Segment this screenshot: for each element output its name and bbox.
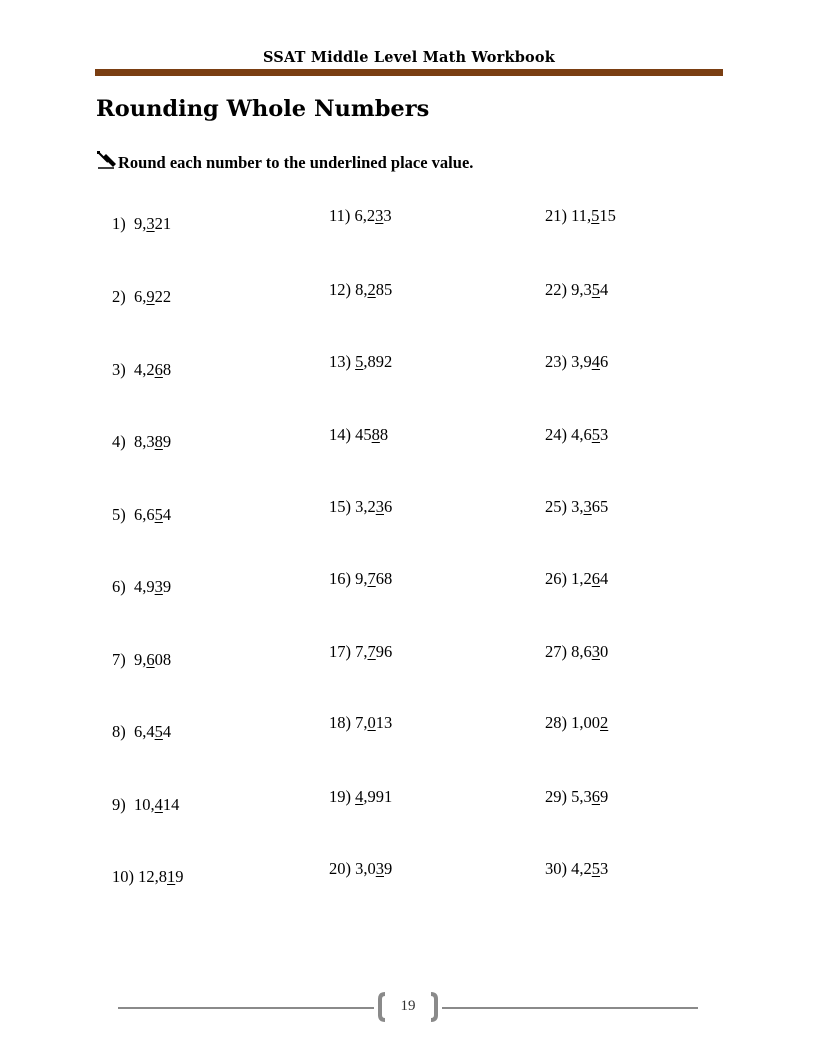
number-before-underline: 6,4 xyxy=(134,722,155,741)
problem-number: 24) xyxy=(545,425,572,444)
underlined-digit: 7 xyxy=(367,569,376,588)
number-before-underline: 8,3 xyxy=(134,432,155,451)
number-after-underline: 0 xyxy=(600,642,609,661)
problem-number: 2) xyxy=(112,287,134,306)
number-before-underline: 4,9 xyxy=(134,577,155,596)
problem-item xyxy=(545,713,608,733)
underlined-digit: 0 xyxy=(367,713,376,732)
problem-number: 16) xyxy=(329,569,356,588)
number-after-underline: 15 xyxy=(599,206,616,225)
problem-item xyxy=(545,425,608,445)
number-before-underline: 9, xyxy=(134,214,147,233)
problem-number: 29) xyxy=(545,787,572,806)
number-after-underline: 3 xyxy=(383,206,392,225)
instruction-text: Round each number to the underlined place value. xyxy=(118,152,474,172)
problem-number: 6) xyxy=(112,577,134,596)
problem-number: 14) xyxy=(329,425,356,444)
number-after-underline: 3 xyxy=(600,425,609,444)
problem-number: 18) xyxy=(329,713,356,732)
problem-number: 27) xyxy=(545,642,572,661)
problem-number: 4) xyxy=(112,432,134,451)
problem-item xyxy=(329,497,392,517)
problem-item xyxy=(329,859,392,879)
underlined-digit: 5 xyxy=(591,859,600,878)
number-after-underline: 4 xyxy=(600,280,609,299)
number-before-underline: 3,2 xyxy=(355,497,376,516)
underlined-digit: 4 xyxy=(355,787,364,806)
problem-item xyxy=(329,206,392,226)
problem-item xyxy=(112,214,171,234)
problem-number: 30) xyxy=(545,859,572,878)
number-after-underline: 14 xyxy=(162,795,180,814)
footer-rule-right xyxy=(442,1007,698,1009)
problem-item xyxy=(329,713,392,733)
problem-number: 15) xyxy=(329,497,356,516)
number-before-underline: 11, xyxy=(571,206,592,225)
number-after-underline: 6 xyxy=(600,352,609,371)
running-header: SSAT Middle Level Math Workbook xyxy=(262,49,556,66)
problem-item xyxy=(112,650,171,670)
number-after-underline: 9 xyxy=(600,787,609,806)
underlined-digit: 6 xyxy=(146,650,155,669)
number-after-underline: 8 xyxy=(162,360,172,379)
number-after-underline: 85 xyxy=(375,280,393,299)
number-before-underline: 4,6 xyxy=(571,425,592,444)
underlined-digit: 9 xyxy=(146,287,155,306)
problem-number: 12) xyxy=(329,280,356,299)
number-before-underline: 12,8 xyxy=(138,867,167,886)
underlined-digit: 3 xyxy=(375,859,384,878)
number-before-underline: 1,2 xyxy=(571,569,592,588)
underlined-digit: 4 xyxy=(591,352,600,371)
section-title: Rounding Whole Numbers xyxy=(96,96,430,122)
problem-item xyxy=(545,859,608,879)
number-before-underline: 5,3 xyxy=(571,787,592,806)
underlined-digit: 3 xyxy=(146,214,155,233)
number-after-underline: ,892 xyxy=(363,352,393,371)
underlined-digit: 6 xyxy=(591,569,600,588)
number-after-underline: 4 xyxy=(162,722,172,741)
underlined-digit: 4 xyxy=(154,795,163,814)
problem-number: 28) xyxy=(545,713,572,732)
page-number: 19 xyxy=(400,998,416,1014)
number-before-underline: 3,9 xyxy=(571,352,592,371)
problem-item xyxy=(545,787,608,807)
problem-item xyxy=(545,569,608,589)
problem-item xyxy=(329,642,392,662)
underlined-digit: 5 xyxy=(154,722,163,741)
number-after-underline: 22 xyxy=(154,287,172,306)
underlined-digit: 3 xyxy=(375,497,384,516)
footer-rule-left xyxy=(118,1007,374,1009)
number-before-underline: 7, xyxy=(355,642,368,661)
underlined-digit: 2 xyxy=(600,713,609,732)
problem-number: 21) xyxy=(545,206,572,225)
number-before-underline: 6, xyxy=(134,287,147,306)
problem-number: 3) xyxy=(112,360,134,379)
problem-number: 22) xyxy=(545,280,572,299)
number-before-underline: 9, xyxy=(355,569,368,588)
underlined-digit: 5 xyxy=(591,206,600,225)
number-before-underline: 6,2 xyxy=(354,206,376,225)
problem-item xyxy=(545,642,608,662)
pencil-icon xyxy=(96,150,118,175)
problem-item xyxy=(545,497,608,517)
underlined-digit: 5 xyxy=(591,425,600,444)
underlined-digit: 1 xyxy=(167,867,176,886)
number-before-underline: 8, xyxy=(355,280,368,299)
problem-item xyxy=(545,206,616,226)
problem-number: 5) xyxy=(112,505,134,524)
problem-number: 11) xyxy=(329,206,355,225)
problem-item xyxy=(329,425,388,445)
number-before-underline: 3, xyxy=(571,497,584,516)
number-before-underline: 4,2 xyxy=(134,360,155,379)
number-after-underline: 9 xyxy=(384,859,393,878)
header-rule xyxy=(95,69,723,76)
underlined-digit: 6 xyxy=(154,360,163,379)
underlined-digit: 8 xyxy=(371,425,380,444)
problem-number: 9) xyxy=(112,795,134,814)
number-before-underline: 45 xyxy=(355,425,372,444)
problem-number: 20) xyxy=(329,859,356,878)
number-after-underline: 9 xyxy=(162,432,172,451)
underlined-digit: 8 xyxy=(154,432,163,451)
underlined-digit: 3 xyxy=(591,642,600,661)
number-after-underline: 6 xyxy=(384,497,393,516)
problem-number: 26) xyxy=(545,569,572,588)
underlined-digit: 3 xyxy=(583,497,592,516)
problem-number: 13) xyxy=(329,352,356,371)
problem-number: 25) xyxy=(545,497,572,516)
number-after-underline: 96 xyxy=(375,642,393,661)
underlined-digit: 5 xyxy=(154,505,163,524)
underlined-digit: 3 xyxy=(375,206,384,225)
underlined-digit: 6 xyxy=(591,787,600,806)
problem-item xyxy=(112,432,171,452)
number-after-underline: ,991 xyxy=(363,787,393,806)
problem-item xyxy=(329,352,392,372)
problem-item xyxy=(112,360,171,380)
problem-number: 8) xyxy=(112,722,134,741)
underlined-digit: 3 xyxy=(154,577,163,596)
number-after-underline: 21 xyxy=(154,214,172,233)
number-before-underline: 3,0 xyxy=(355,859,376,878)
number-before-underline: 10, xyxy=(134,795,155,814)
problem-item xyxy=(112,722,171,742)
number-after-underline: 68 xyxy=(375,569,393,588)
problem-item xyxy=(112,287,171,307)
problem-item xyxy=(112,795,179,815)
number-after-underline: 4 xyxy=(600,569,609,588)
number-after-underline: 08 xyxy=(154,650,172,669)
number-before-underline: 8,6 xyxy=(571,642,592,661)
underlined-digit: 7 xyxy=(367,642,376,661)
instruction xyxy=(96,150,473,175)
problem-number: 1) xyxy=(112,214,134,233)
number-after-underline: 65 xyxy=(591,497,609,516)
problem-item xyxy=(329,569,392,589)
problem-number: 17) xyxy=(329,642,356,661)
underlined-digit: 2 xyxy=(367,280,376,299)
problem-number: 19) xyxy=(329,787,356,806)
problem-number: 10) xyxy=(112,867,139,886)
number-after-underline: 13 xyxy=(375,713,393,732)
number-before-underline: 4,2 xyxy=(571,859,592,878)
problem-item xyxy=(545,352,608,372)
problem-item xyxy=(112,505,171,525)
number-before-underline: 1,00 xyxy=(571,713,600,732)
number-after-underline: 9 xyxy=(175,867,184,886)
number-before-underline: 7, xyxy=(355,713,368,732)
number-before-underline: 6,6 xyxy=(134,505,155,524)
problem-item xyxy=(112,577,171,597)
number-after-underline: 4 xyxy=(162,505,172,524)
problem-item xyxy=(329,280,392,300)
number-after-underline: 8 xyxy=(379,425,389,444)
problem-number: 7) xyxy=(112,650,134,669)
number-before-underline: 9,3 xyxy=(571,280,592,299)
number-after-underline: 3 xyxy=(600,859,609,878)
number-before-underline: 9, xyxy=(134,650,147,669)
problem-item xyxy=(329,787,392,807)
underlined-digit: 5 xyxy=(355,352,364,371)
number-after-underline: 9 xyxy=(162,577,172,596)
problem-number: 23) xyxy=(545,352,572,371)
problem-item xyxy=(545,280,608,300)
underlined-digit: 5 xyxy=(591,280,600,299)
problem-item xyxy=(112,867,184,887)
